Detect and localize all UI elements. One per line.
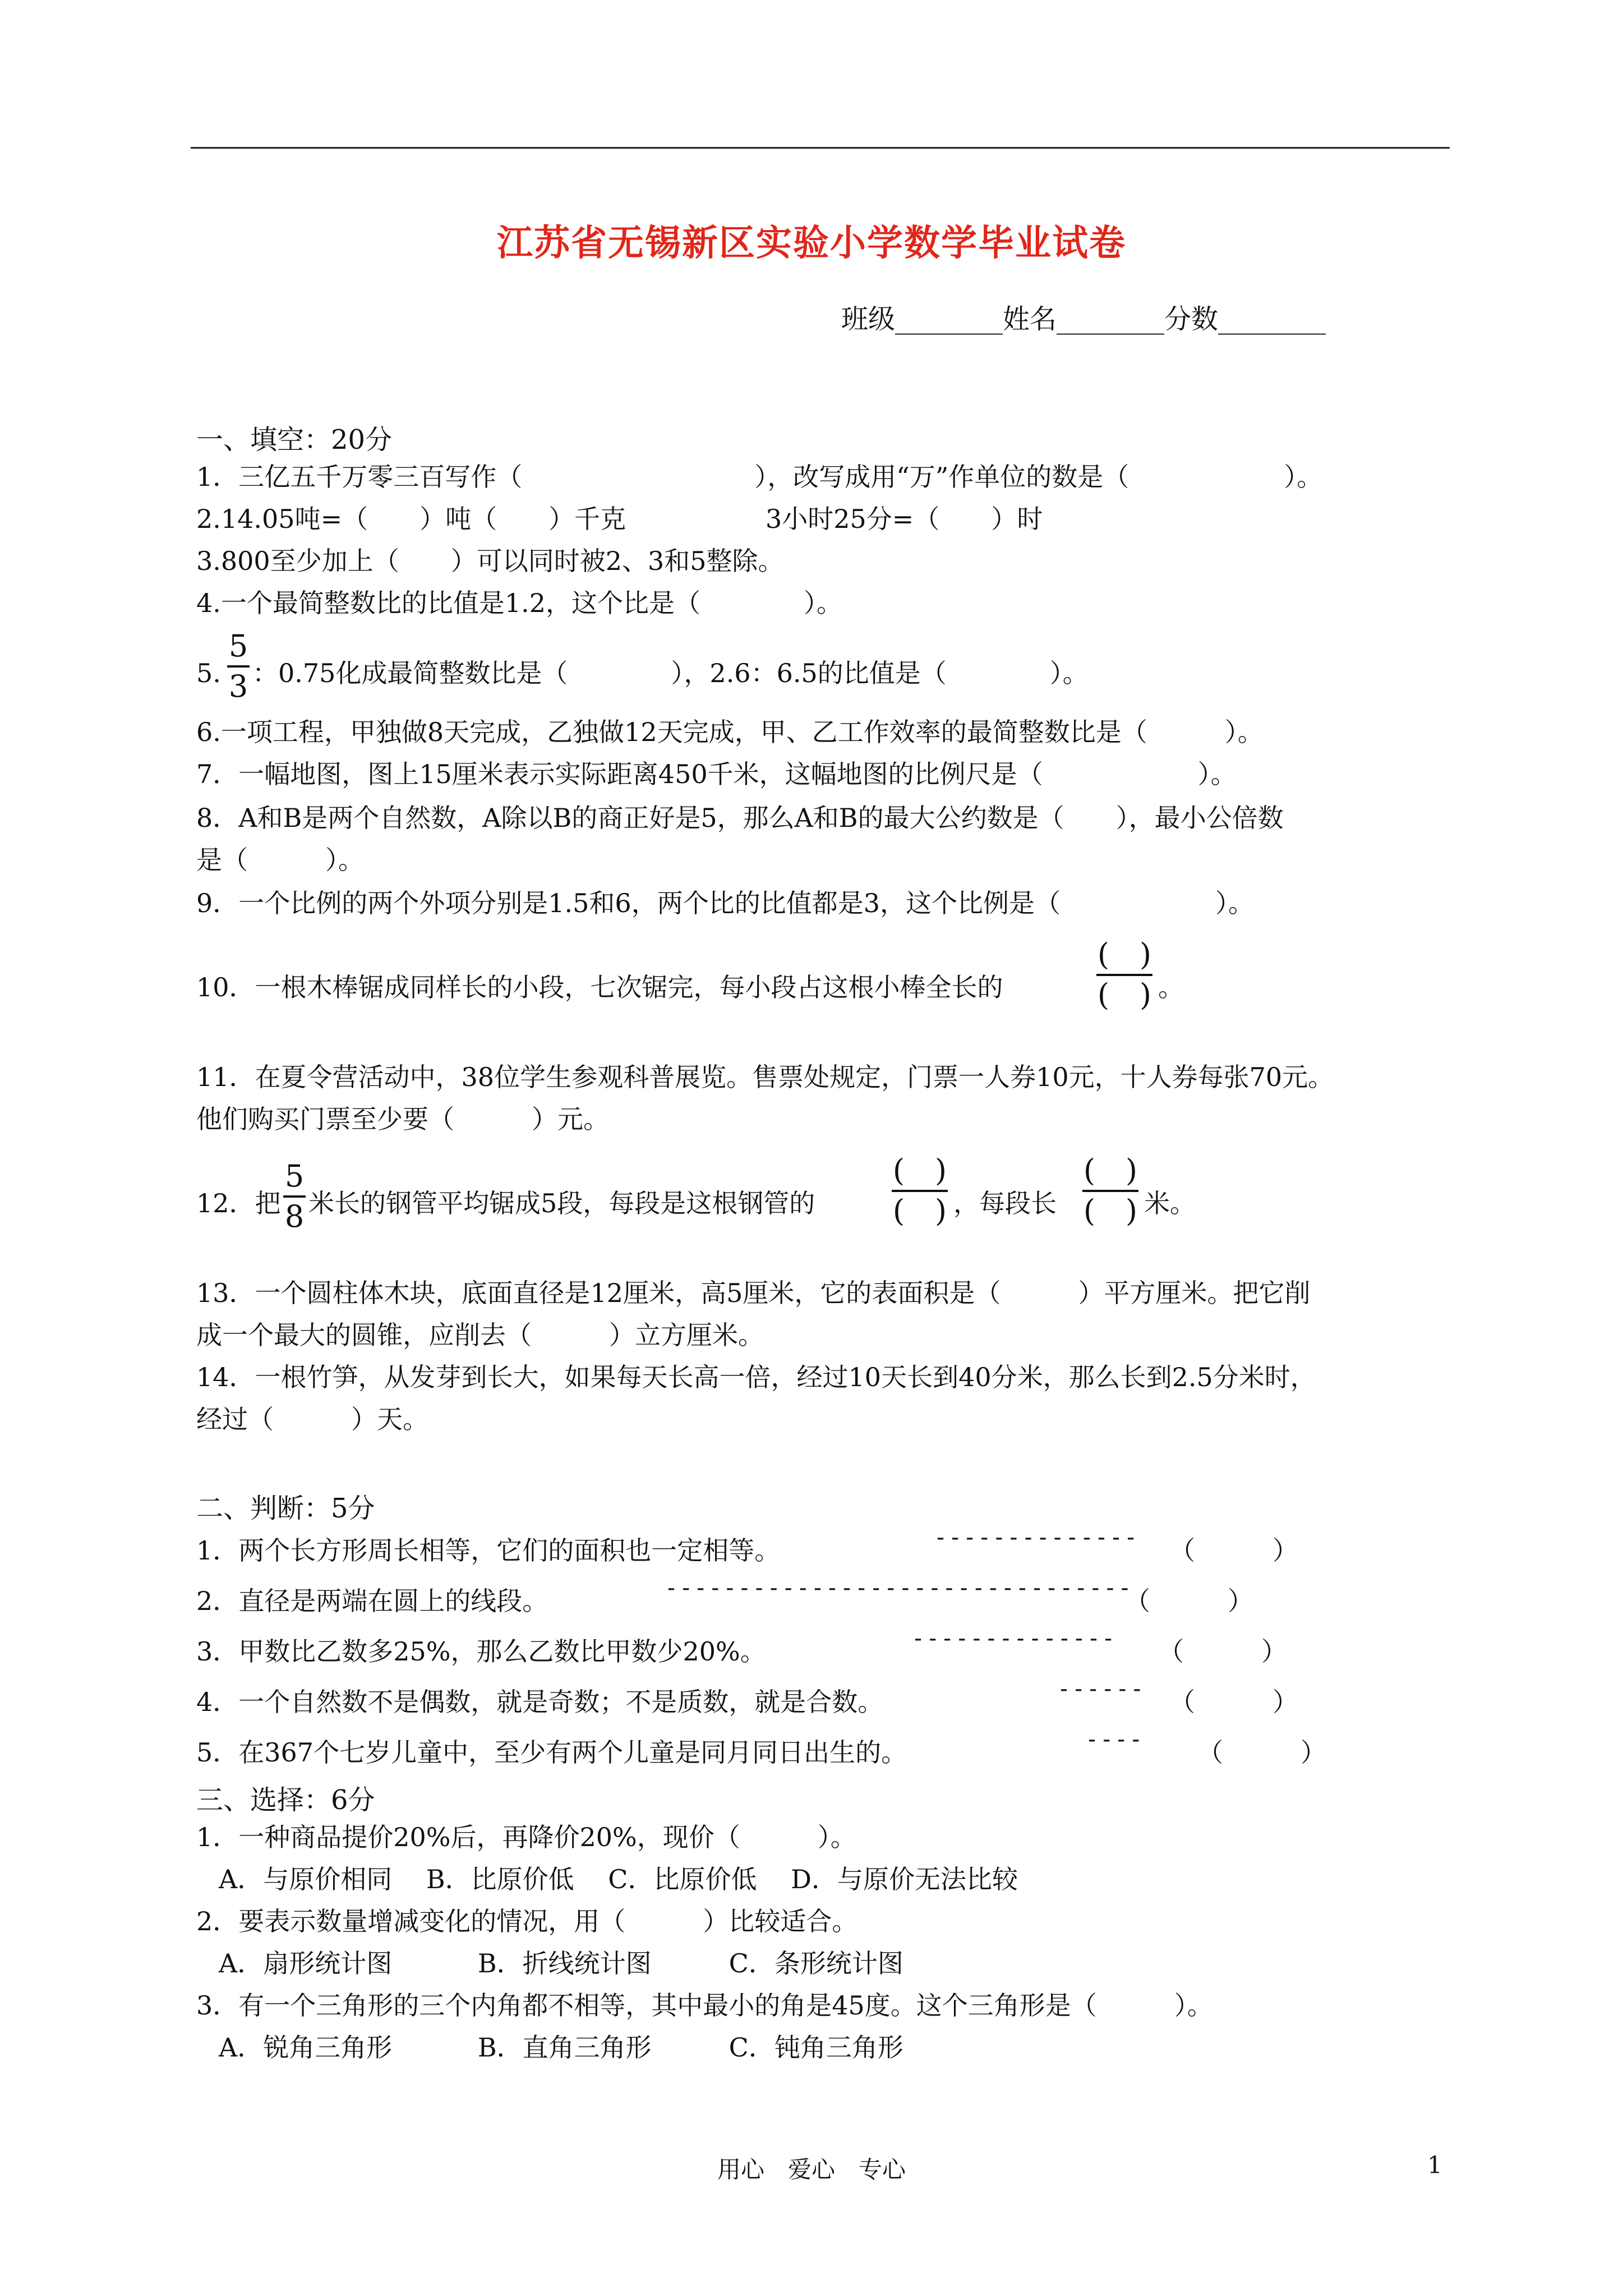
judge-item-paren: （ ） bbox=[1169, 1687, 1298, 1717]
judge-item-dashes: -------------- bbox=[934, 1525, 1139, 1550]
fraction-denominator: 3 bbox=[228, 669, 248, 704]
fill-question-4: 4.一个最简整数比的比值是1.2，这个比是（ ）。 bbox=[196, 588, 843, 618]
fill-question-7: 7．一幅地图，图上15厘米表示实际距离450千米，这幅地图的比例尺是（ ）。 bbox=[196, 759, 1237, 789]
fill-question-11a: 11．在夏令营活动中，38位学生参观科普展览。售票处规定，门票一人券10元，十人券每张70元。 bbox=[196, 1062, 1334, 1092]
fill-question-2a: 2.14.05吨=（ ）吨（ ）千克 bbox=[196, 504, 626, 534]
judge-item-text: 3．甲数比乙数多25%，那么乙数比甲数少20%。 bbox=[196, 1636, 766, 1667]
section-fill-header: 一、填空：20分 bbox=[196, 424, 393, 455]
fill-question-10-end: 。 bbox=[1158, 972, 1184, 1002]
blank-denominator: ( ) bbox=[892, 1193, 947, 1228]
fill-question-6: 6.一项工程，甲独做8天完成，乙独做12天完成，甲、乙工作效率的最简整数比是（ ）。 bbox=[196, 717, 1264, 747]
fraction-5-8 bbox=[283, 1158, 306, 1235]
fill-question-11b: 他们购买门票至少要（ ）元。 bbox=[196, 1104, 609, 1134]
choice-options-3: A．锐角三角形 B．直角三角形 C．钝角三角形 bbox=[219, 2032, 903, 2063]
fill-question-13a: 13．一个圆柱体木块，底面直径是12厘米，高5厘米，它的表面积是（ ）平方厘米。把它削 bbox=[196, 1278, 1311, 1308]
judge-item-text: 2．直径是两端在圆上的线段。 bbox=[196, 1586, 548, 1616]
fill-question-1: 1．三亿五千万零三百写作（ ），改写成用“万”作单位的数是（ ）。 bbox=[196, 462, 1323, 492]
judge-item-text: 5．在367个七岁儿童中，至少有两个儿童是同月同日出生的。 bbox=[196, 1737, 907, 1768]
judge-item-dashes: ------ bbox=[1057, 1676, 1145, 1702]
fill-question-3: 3.800至少加上（ ）可以同时被2、3和5整除。 bbox=[196, 546, 784, 576]
blank-numerator: ( ) bbox=[1083, 1153, 1138, 1188]
blank-numerator: ( ) bbox=[1097, 937, 1152, 972]
judge-item-paren: （ ） bbox=[1124, 1586, 1253, 1616]
blank-numerator: ( ) bbox=[892, 1153, 947, 1188]
page-title: 江苏省无锡新区实验小学数学毕业试卷 bbox=[497, 222, 1126, 264]
choice-options-1: A．与原价相同 B．比原价低 C．比原价低 D．与原价无法比较 bbox=[219, 1864, 1018, 1894]
header-rule bbox=[191, 147, 1450, 149]
section-choice-header: 三、选择：6分 bbox=[196, 1784, 375, 1816]
fill-question-9: 9．一个比例的两个外项分别是1.5和6，两个比的比值都是3，这个比例是（ ）。 bbox=[196, 888, 1254, 918]
fill-question-12-c: ，每段长 bbox=[953, 1188, 1057, 1218]
footer-text: 用心 爱心 专心 bbox=[717, 2156, 906, 2183]
fraction-denominator: 8 bbox=[284, 1199, 305, 1234]
fill-question-8b: 是（ ）。 bbox=[196, 845, 364, 875]
fill-question-2b: 3小时25分=（ ）时 bbox=[766, 504, 1043, 534]
student-info-line: 班级________姓名________分数________ bbox=[841, 303, 1326, 335]
fraction-bar bbox=[892, 1190, 948, 1192]
blank-fraction bbox=[1082, 1153, 1138, 1229]
page-number: 1 bbox=[1427, 2151, 1442, 2179]
fill-question-14b: 经过（ ）天。 bbox=[196, 1404, 428, 1434]
fill-question-12-b: 米长的钢管平均锯成5段，每段是这根钢管的 bbox=[308, 1188, 815, 1218]
fill-question-13b: 成一个最大的圆锥，应削去（ ）立方厘米。 bbox=[196, 1320, 764, 1350]
fill-question-5: ：0.75化成最简整数比是（ ），2.6：6.5的比值是（ ）。 bbox=[252, 658, 1089, 688]
blank-denominator: ( ) bbox=[1083, 1193, 1138, 1228]
fill-question-12-a: 12．把 bbox=[196, 1188, 281, 1218]
fraction-numerator: 5 bbox=[284, 1158, 305, 1194]
judge-item-dashes: -------------------------------- bbox=[665, 1575, 1133, 1601]
fraction-bar bbox=[1096, 974, 1152, 976]
judge-item-dashes: -------------- bbox=[911, 1626, 1117, 1651]
fill-question-10: 10．一根木棒锯成同样长的小段，七次锯完，每小段占这根小棒全长的 bbox=[196, 972, 1003, 1002]
section-judge-header: 二、判断：5分 bbox=[196, 1493, 375, 1524]
fraction-bar bbox=[227, 665, 250, 668]
fill-question-12-d: 米。 bbox=[1144, 1188, 1196, 1218]
fill-question-14a: 14．一根竹笋，从发芽到长大，如果每天长高一倍，经过10天长到40分米，那么长到2.5分米时， bbox=[196, 1362, 1316, 1392]
fraction-numerator: 5 bbox=[228, 628, 248, 664]
choice-question-2: 2．要表示数量增减变化的情况，用（ ）比较适合。 bbox=[196, 1906, 858, 1936]
judge-item-paren: （ ） bbox=[1169, 1535, 1298, 1566]
judge-item-paren: （ ） bbox=[1158, 1636, 1287, 1667]
blank-denominator: ( ) bbox=[1097, 977, 1152, 1013]
judge-item-dashes: ---- bbox=[1085, 1727, 1144, 1752]
choice-question-3: 3．有一个三角形的三个内角都不相等，其中最小的角是45度。这个三角形是（ ）。 bbox=[196, 1990, 1213, 2021]
judge-item-paren: （ ） bbox=[1197, 1737, 1326, 1768]
blank-fraction bbox=[1096, 937, 1152, 1013]
fraction-bar bbox=[1082, 1190, 1138, 1192]
fraction-bar bbox=[283, 1195, 306, 1198]
fill-question-5-prefix: 5. bbox=[196, 658, 221, 688]
judge-item-text: 1．两个长方形周长相等，它们的面积也一定相等。 bbox=[196, 1535, 781, 1566]
choice-options-2: A．扇形统计图 B．折线统计图 C．条形统计图 bbox=[219, 1948, 903, 1978]
choice-question-1: 1．一种商品提价20%后，再降价20%，现价（ ）。 bbox=[196, 1822, 856, 1852]
judge-item-text: 4．一个自然数不是偶数，就是奇数；不是质数，就是合数。 bbox=[196, 1687, 884, 1717]
fill-question-8a: 8．A和B是两个自然数，A除以B的商正好是5，那么A和B的最大公约数是（ ），最小公倍数 bbox=[196, 803, 1284, 833]
fraction-5-3 bbox=[227, 628, 250, 705]
blank-fraction bbox=[892, 1153, 948, 1229]
